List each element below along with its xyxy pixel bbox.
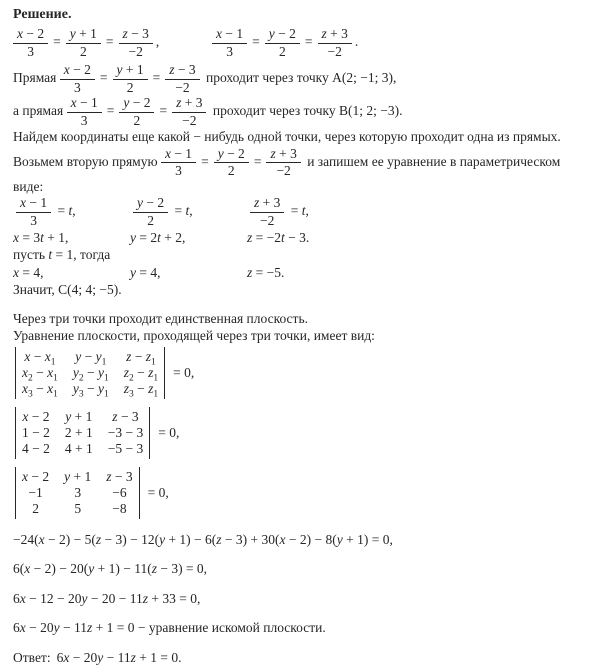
matrix-cell: $z_2 - z_1$ [123, 365, 159, 385]
equals-zero: = 0, [147, 484, 169, 500]
matrix-cell: $x - x_1$ [24, 349, 56, 369]
matrix-cell: 4 − 2 [22, 441, 50, 457]
matrix-cell: 2 [32, 500, 39, 516]
denominator: 3 [80, 112, 88, 128]
statement-text: Возьмем вторую прямую [13, 154, 158, 170]
matrix-cell: −1 [28, 484, 43, 500]
parametric-fraction-row [13, 196, 592, 228]
matrix-cell: $x_2 - x_1$ [22, 365, 58, 385]
matrix-cell: 3 [74, 484, 82, 500]
denominator: −2 [276, 163, 291, 179]
matrix [15, 347, 165, 399]
parametric-y [130, 196, 247, 228]
fraction [250, 196, 284, 228]
punctuation: , [155, 34, 160, 50]
point-c-conclusion: Значит, C(4; 4; −5). [13, 282, 122, 298]
numerator: x − 2 [60, 63, 95, 80]
equals-sign: = [105, 34, 114, 50]
numerator: y − 2 [133, 196, 168, 213]
equation-chain [60, 62, 203, 95]
matrix-cell: −8 [112, 500, 127, 516]
equals-sign: = [106, 103, 115, 119]
numerator: y − 2 [214, 147, 249, 164]
denominator: 3 [30, 213, 37, 229]
matrix-cell: −3 − 3 [107, 425, 144, 441]
statement-text: и запишем ее уравнение в параметрическом виде: [13, 154, 561, 195]
parametric-z [247, 196, 592, 228]
matrix-cell: 1 − 2 [22, 425, 50, 441]
denominator: 3 [27, 43, 34, 59]
let-t-text: пусть t = 1, тогда [13, 247, 111, 263]
equals-sign: = [159, 103, 168, 119]
denominator: 2 [227, 163, 235, 179]
rhs: = t, [57, 203, 76, 219]
punctuation: . [354, 34, 359, 50]
value-z: z = −5. [247, 264, 285, 280]
equals-sign: = [304, 34, 313, 50]
matrix-cell: 4 + 1 [64, 441, 93, 457]
numerator: x − 2 [13, 27, 48, 44]
matrix-cell: 2 + 1 [64, 425, 93, 441]
denominator: −2 [175, 79, 190, 95]
fraction [161, 147, 196, 179]
numerator: z + 3 [318, 27, 352, 44]
denominator: −2 [128, 43, 143, 59]
denominator: −2 [260, 213, 275, 229]
matrix-cell: $y - y_1$ [75, 349, 107, 369]
statement-text: Прямая [13, 70, 57, 86]
parametric-solved-row [13, 230, 592, 246]
numerator: x − 1 [16, 196, 51, 213]
matrix-cell: $z - z_1$ [126, 349, 156, 369]
statement-text: а прямая [13, 103, 64, 119]
denominator: 2 [278, 43, 286, 59]
denominator: 3 [175, 163, 182, 179]
denominator: 2 [147, 213, 154, 229]
equation-x: x = 3t + 1, [13, 229, 69, 245]
matrix-cell: $x_3 - x_1$ [22, 381, 58, 400]
determinant-general [15, 347, 592, 399]
numerator: y − 2 [265, 27, 300, 44]
equation-z: z = −2t − 3. [247, 229, 310, 245]
fraction [266, 147, 300, 179]
value-x: x = 4, [13, 264, 44, 280]
find-point-text: Найдем координаты еще какой − нибудь одной точки, через которую проходит одна из прямых. [13, 129, 561, 145]
fraction [212, 27, 247, 59]
fraction [172, 96, 206, 128]
plane-uniqueness-text: Через три точки проходит единственная плоскость. [13, 310, 308, 326]
statement-text: проходит через точку B(1; 2; −3). [212, 103, 403, 119]
numerator: x − 1 [67, 96, 102, 113]
values-row [13, 265, 592, 281]
equals-sign: = [201, 154, 209, 170]
fraction [13, 27, 48, 59]
equals-sign: = [99, 70, 108, 86]
denominator: 2 [133, 112, 141, 128]
equals-sign: = [152, 70, 161, 86]
page-title: Решение. [13, 7, 72, 22]
fraction [119, 96, 154, 128]
numerator: z − 3 [165, 63, 199, 80]
fraction [165, 63, 199, 95]
plane-equation-intro: Уравнение плоскости, проходящей через три точки, имеет вид: [13, 327, 375, 343]
matrix-cell: 5 [74, 500, 82, 516]
numerator: y − 2 [119, 96, 154, 113]
matrix-cell: $z_3 - z_1$ [123, 381, 159, 400]
numerator: z + 3 [172, 96, 206, 113]
equals-sign: = [253, 154, 262, 170]
line-a-statement [13, 63, 592, 95]
expansion-line-2: 6(x − 2) − 20(y + 1) − 11(z − 3) = 0, [13, 561, 208, 577]
equation-chain [161, 145, 304, 179]
denominator: 3 [226, 43, 233, 59]
given-equation-right [212, 27, 358, 59]
denominator: 2 [126, 79, 134, 95]
fraction [133, 196, 168, 228]
expansion-line-3: 6x − 12 − 20y − 20 − 11z + 33 = 0, [13, 590, 201, 606]
matrix-cell: x − 2 [22, 409, 50, 425]
fraction [60, 63, 95, 95]
fraction [318, 27, 352, 59]
matrix-cell: z − 3 [112, 409, 139, 425]
numerator: z + 3 [266, 147, 300, 164]
equals-zero: = 0, [173, 365, 195, 381]
answer-line [13, 650, 592, 666]
denominator: 3 [73, 79, 81, 95]
given-equation-left [13, 26, 160, 59]
numerator: z − 3 [119, 27, 153, 44]
matrix-cell: $y_2 - y_1$ [72, 365, 109, 385]
equation-y: y = 2t + 2, [130, 229, 186, 245]
fraction [66, 27, 101, 59]
matrix-cell: $y_3 - y_1$ [72, 381, 109, 400]
denominator: −2 [182, 112, 197, 128]
matrix-cell: y + 1 [65, 409, 93, 425]
numerator: z + 3 [250, 196, 284, 213]
fraction [67, 96, 102, 128]
rhs: = t, [290, 203, 309, 219]
matrix-cell: −6 [112, 484, 127, 500]
matrix-cell: −5 − 3 [107, 441, 144, 457]
denominator: −2 [327, 43, 342, 59]
plane-equation-final: 6x − 20y − 11z + 1 = 0 − уравнение искомой плоскости. [13, 620, 326, 636]
expansion-line-1: −24(x − 2) − 5(z − 3) − 12(y + 1) − 6(z − 3) + 30(x − 2) − 8(y + 1) = 0, [13, 531, 393, 547]
numerator: y + 1 [113, 63, 148, 80]
answer-formula: 6x − 20y − 11z + 1 = 0. [56, 649, 182, 665]
matrix-cell: z − 3 [106, 468, 133, 484]
numerator: x − 1 [212, 27, 247, 44]
rhs: = t, [174, 203, 193, 219]
parametric-intro [13, 147, 592, 196]
equals-sign: = [53, 34, 61, 50]
fraction [113, 63, 148, 95]
fraction [265, 27, 300, 59]
matrix-cell: x − 2 [22, 468, 50, 484]
matrix [15, 407, 150, 459]
parametric-x [13, 196, 130, 228]
equation-chain [67, 95, 210, 128]
line-b-statement [13, 96, 592, 128]
matrix-cell: y + 1 [64, 468, 92, 484]
equals-zero: = 0, [158, 424, 180, 440]
value-y: y = 4, [130, 264, 161, 280]
statement-text: проходит через точку A(2; −1; 3), [206, 70, 397, 86]
equals-sign: = [252, 34, 260, 50]
fraction [16, 196, 51, 228]
given-equations-row [13, 27, 592, 60]
answer-label: Ответ: [13, 649, 51, 665]
numerator: x − 1 [161, 147, 196, 164]
fraction [214, 147, 249, 179]
numerator: y + 1 [66, 27, 101, 44]
matrix [15, 467, 140, 519]
determinant-simplified [15, 467, 592, 519]
denominator: 2 [79, 43, 87, 59]
determinant-substituted [15, 407, 592, 459]
fraction [119, 27, 153, 59]
